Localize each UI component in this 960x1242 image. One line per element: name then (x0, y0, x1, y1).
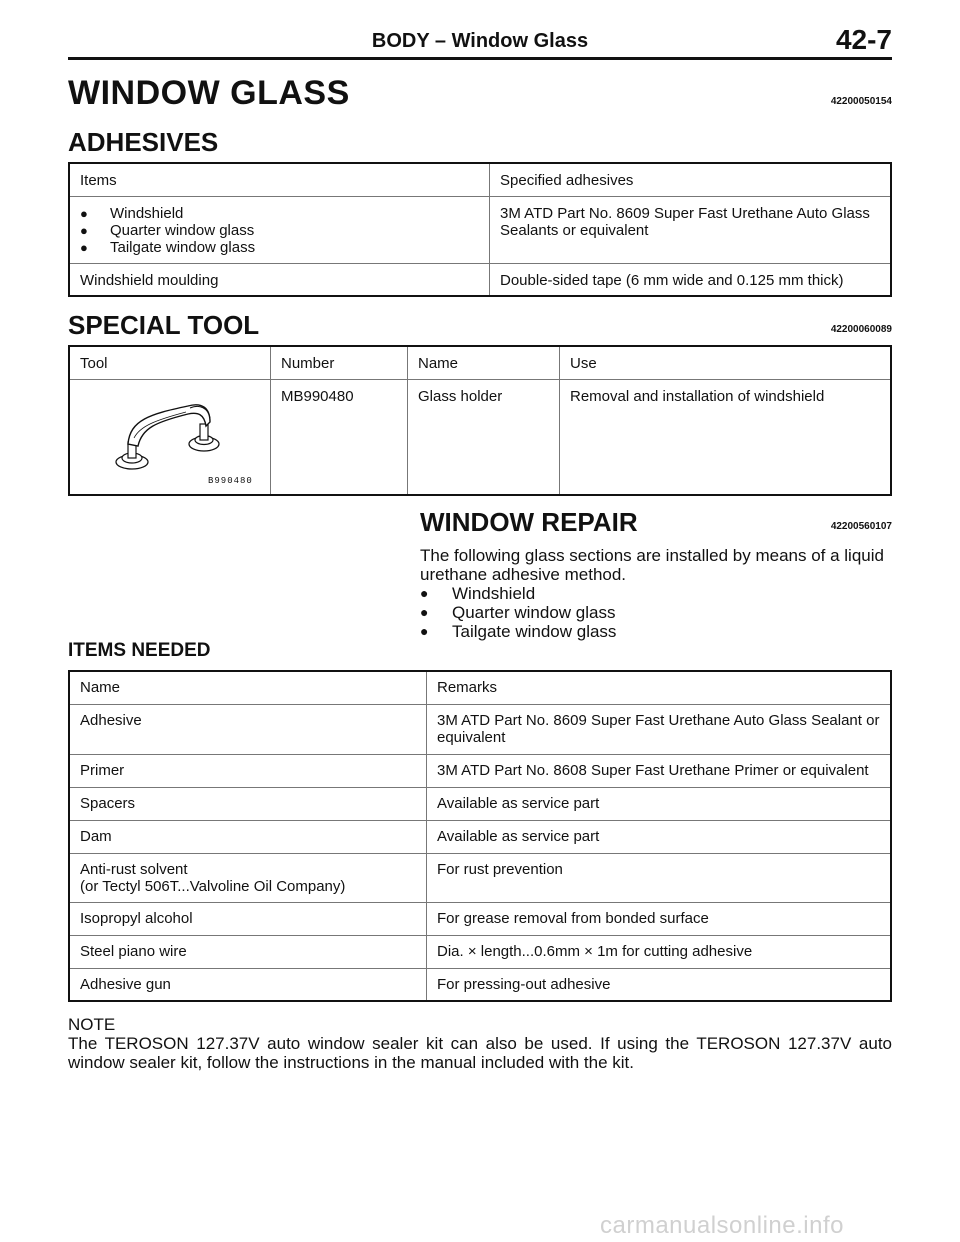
header-rule (68, 57, 892, 60)
window-repair-body (420, 546, 892, 641)
list-item: ● Windshield (80, 205, 479, 222)
table-row (69, 704, 891, 754)
table-row (69, 787, 891, 820)
item-name-line1: Anti-rust solvent (80, 860, 188, 878)
item-name (69, 853, 427, 902)
tool-col-tool: Tool (69, 346, 271, 379)
item-name: Adhesive gun (69, 968, 427, 1001)
item-remarks: 3M ATD Part No. 8608 Super Fast Urethane Primer or equivalent (427, 754, 892, 787)
window-repair-intro: The following glass sections are installed by means of a liquid urethane adhesive method. (420, 546, 884, 584)
adhesives-col-specified: Specified adhesives (490, 163, 892, 196)
table-row (69, 853, 891, 902)
item-name: Dam (69, 820, 427, 853)
special-tool-code: 42200060089 (830, 324, 892, 335)
tool-col-number: Number (271, 346, 408, 379)
tool-number: MB990480 (271, 379, 408, 495)
note-label: NOTE (68, 1015, 116, 1034)
page-number: 42-7 (835, 24, 892, 55)
adhesives-row2-item: Windshield moulding (69, 263, 490, 296)
list-item: ● Tailgate window glass (80, 239, 479, 256)
tool-use: Removal and installation of windshield (560, 379, 892, 495)
adhesives-col-items: Items (69, 163, 490, 196)
tool-col-name: Name (408, 346, 560, 379)
item-name: Adhesive (69, 704, 427, 754)
adhesives-table (68, 162, 892, 297)
list-item: ● Windshield (420, 584, 892, 603)
items-col-name: Name (69, 671, 427, 704)
item-remarks: For grease removal from bonded surface (427, 902, 892, 935)
adhesives-row1-items (69, 196, 490, 263)
item-name-line2: (or Tectyl 506T...Valvoline Oil Company) (80, 877, 346, 895)
tool-col-use: Use (560, 346, 892, 379)
item-remarks: Available as service part (427, 787, 892, 820)
special-tool-heading: SPECIAL TOOL (68, 310, 260, 340)
items-needed-table (68, 670, 892, 1002)
list-item: ● Quarter window glass (420, 603, 892, 622)
adhesives-row2-spec: Double-sided tape (6 mm wide and 0.125 mm thick) (490, 263, 892, 296)
list-item: ● Tailgate window glass (420, 622, 892, 641)
item-remarks: 3M ATD Part No. 8609 Super Fast Urethane Auto Glass Sealant or equivalent (427, 704, 892, 754)
watermark: carmanualsonline.info (600, 1212, 844, 1239)
items-col-remarks: Remarks (427, 671, 892, 704)
window-glass-code: 42200050154 (830, 96, 892, 107)
item-name: Spacers (69, 787, 427, 820)
window-repair-heading: WINDOW REPAIR (420, 507, 638, 537)
list-item: ● Quarter window glass (80, 222, 479, 239)
window-repair-code: 42200560107 (830, 521, 892, 532)
note-block (68, 1015, 892, 1072)
tool-image-cell (69, 379, 271, 495)
adhesives-row1-spec: 3M ATD Part No. 8609 Super Fast Urethane Auto Glass Sealants or equivalent (490, 196, 892, 263)
item-remarks: Available as service part (427, 820, 892, 853)
window-glass-heading: WINDOW GLASS (68, 74, 350, 112)
item-remarks: Dia. × length...0.6mm × 1m for cutting adhesive (427, 935, 892, 968)
section-title: BODY – Window Glass (371, 30, 589, 52)
tool-name: Glass holder (408, 379, 560, 495)
special-tool-table (68, 345, 892, 496)
table-row (69, 820, 891, 853)
item-remarks: For pressing-out adhesive (427, 968, 892, 1001)
item-name: Steel piano wire (69, 935, 427, 968)
table-row (69, 902, 891, 935)
item-remarks: For rust prevention (427, 853, 892, 902)
items-needed-heading: ITEMS NEEDED (68, 640, 211, 661)
item-name: Primer (69, 754, 427, 787)
note-text: The TEROSON 127.37V auto window sealer kit can also be used. If using the TEROSON 127.37V auto window sealer kit, follow the instructions in the manual included with the kit. (68, 1034, 892, 1072)
table-row (69, 968, 891, 1001)
adhesives-heading: ADHESIVES (68, 127, 219, 157)
item-name: Isopropyl alcohol (69, 902, 427, 935)
table-row (69, 754, 891, 787)
tool-image-label: B990480 (208, 475, 253, 486)
table-row (69, 935, 891, 968)
